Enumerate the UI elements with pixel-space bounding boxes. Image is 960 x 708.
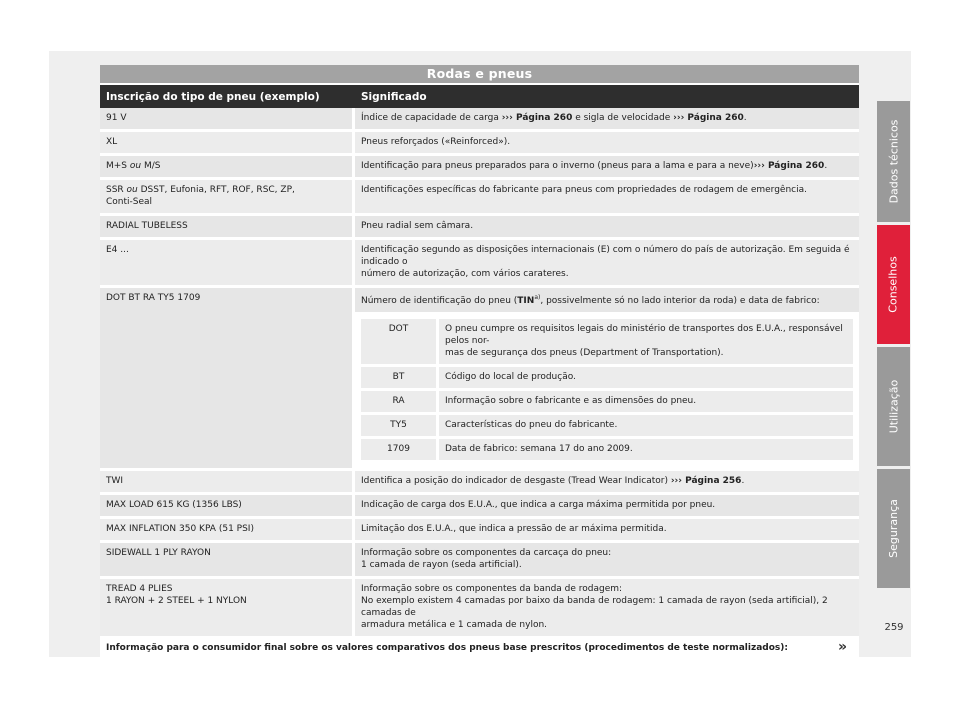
cell-meaning: Identificação segundo as disposições internacionais (E) com o número do país de autorização. Em seguida é indicado o número de autorização, com vários carateres. — [355, 240, 859, 288]
tab-utilizacao[interactable]: Utilização — [877, 347, 910, 466]
chapter-tabs — [877, 101, 910, 591]
tab-dados-tecnicos[interactable]: Dados técnicos — [877, 101, 910, 222]
dot-subtable — [361, 319, 853, 463]
cell-code: SSR ou DSST, Eufonia, RFT, ROF, RSC, ZP, Conti-Seal — [100, 180, 355, 216]
column-header-inscription: Inscrição do tipo de pneu (exemplo) — [100, 85, 355, 108]
cell-code: MAX LOAD 615 KG (1356 LBS) — [100, 495, 355, 519]
tab-conselhos[interactable]: Conselhos — [877, 225, 910, 344]
tab-seguranca[interactable]: Segurança — [877, 469, 910, 588]
cell-code: DOT BT RA TY5 1709 — [100, 288, 355, 471]
subtable-row — [361, 439, 853, 463]
footnote-row — [100, 639, 859, 663]
cell-code: XL — [100, 132, 355, 156]
sub-code: TY5 — [361, 415, 439, 439]
tire-marking-table — [100, 85, 859, 639]
table-row — [100, 108, 859, 132]
page-content — [100, 65, 859, 663]
sub-code: DOT — [361, 319, 439, 367]
sub-code: BT — [361, 367, 439, 391]
cell-meaning: Pneu radial sem câmara. — [355, 216, 859, 240]
table-row — [100, 240, 859, 288]
subtable-row — [361, 415, 853, 439]
cell-code: RADIAL TUBELESS — [100, 216, 355, 240]
subtable-row — [361, 319, 853, 367]
cell-meaning: Identificações específicas do fabricante para pneus com propriedades de rodagem de emergência. — [355, 180, 859, 216]
page-reference-link[interactable]: ››› Página 260 — [501, 113, 573, 123]
page-reference-link[interactable]: ››› Página 256 — [670, 476, 742, 486]
table-row — [100, 156, 859, 180]
cell-meaning: Identificação para pneus preparados para o inverno (pneus para a lama e para a neve)››› Página 260. — [355, 156, 859, 180]
subtable-row — [361, 367, 853, 391]
sub-code: RA — [361, 391, 439, 415]
table-row — [100, 495, 859, 519]
cell-code: E4 ... — [100, 240, 355, 288]
continue-arrow-icon: » — [837, 639, 847, 655]
sub-meaning: Características do pneu do fabricante. — [439, 415, 853, 439]
sub-code: 1709 — [361, 439, 439, 463]
page-number: 259 — [884, 622, 904, 633]
cell-meaning: Limitação dos E.U.A., que indica a pressão de ar máxima permitida. — [355, 519, 859, 543]
table-row — [100, 543, 859, 579]
table-row — [100, 519, 859, 543]
table-row — [100, 471, 859, 495]
cell-meaning: Informação sobre os componentes da carcaça do pneu: 1 camada de rayon (seda artificial). — [355, 543, 859, 579]
cell-code: TREAD 4 PLIES 1 RAYON + 2 STEEL + 1 NYLON — [100, 579, 355, 639]
page-reference-link[interactable]: ››› Página 260 — [753, 161, 825, 171]
table-row — [100, 132, 859, 156]
table-header-row — [100, 85, 859, 108]
cell-meaning: Pneus reforçados («Reinforced»). — [355, 132, 859, 156]
consumer-info-footnote: Informação para o consumidor final sobre os valores comparativos dos pneus base prescritos (procedimentos de teste normalizados): — [106, 643, 788, 653]
page-reference-link[interactable]: ››› Página 260 — [673, 113, 744, 123]
cell-code: TWI — [100, 471, 355, 495]
sub-meaning: Código do local de produção. — [439, 367, 853, 391]
sub-meaning: Data de fabrico: semana 17 do ano 2009. — [439, 439, 853, 463]
cell-meaning: Número de identificação do pneu (TIN$^{a)}$, possivelmente só no lado interior da roda) e data de fabrico: — [355, 288, 859, 315]
cell-meaning: Índice de capacidade de carga ››› Página 260 e sigla de velocidade ››› Página 260. — [355, 108, 859, 132]
subtable-row — [361, 391, 853, 415]
cell-code: M+S ou M/S — [100, 156, 355, 180]
dot-subtable-cell — [355, 315, 859, 471]
cell-meaning: Informação sobre os componentes da banda de rodagem: No exemplo existem 4 camadas por baixo da banda de rodagem: 1 camada de rayon (seda artificial), 2 camadas de armadura metálica e 1 camada de nylon. — [355, 579, 859, 639]
table-container — [100, 83, 859, 663]
column-header-meaning: Significado — [355, 85, 859, 108]
cell-code: SIDEWALL 1 PLY RAYON — [100, 543, 355, 579]
table-row — [100, 579, 859, 639]
table-row — [100, 180, 859, 216]
section-title: Rodas e pneus — [100, 65, 859, 83]
sub-meaning: O pneu cumpre os requisitos legais do ministério de transportes dos E.U.A., responsável pelos nor- mas de segurança dos pneus (Department of Transportation). — [439, 319, 853, 367]
cell-code: 91 V — [100, 108, 355, 132]
table-row — [100, 216, 859, 240]
cell-code: MAX INFLATION 350 KPA (51 PSI) — [100, 519, 355, 543]
sub-meaning: Informação sobre o fabricante e as dimensões do pneu. — [439, 391, 853, 415]
cell-meaning: Identifica a posição do indicador de desgaste (Tread Wear Indicator) ››› Página 256. — [355, 471, 859, 495]
cell-meaning: Indicação de carga dos E.U.A., que indica a carga máxima permitida por pneu. — [355, 495, 859, 519]
table-row — [100, 288, 859, 315]
